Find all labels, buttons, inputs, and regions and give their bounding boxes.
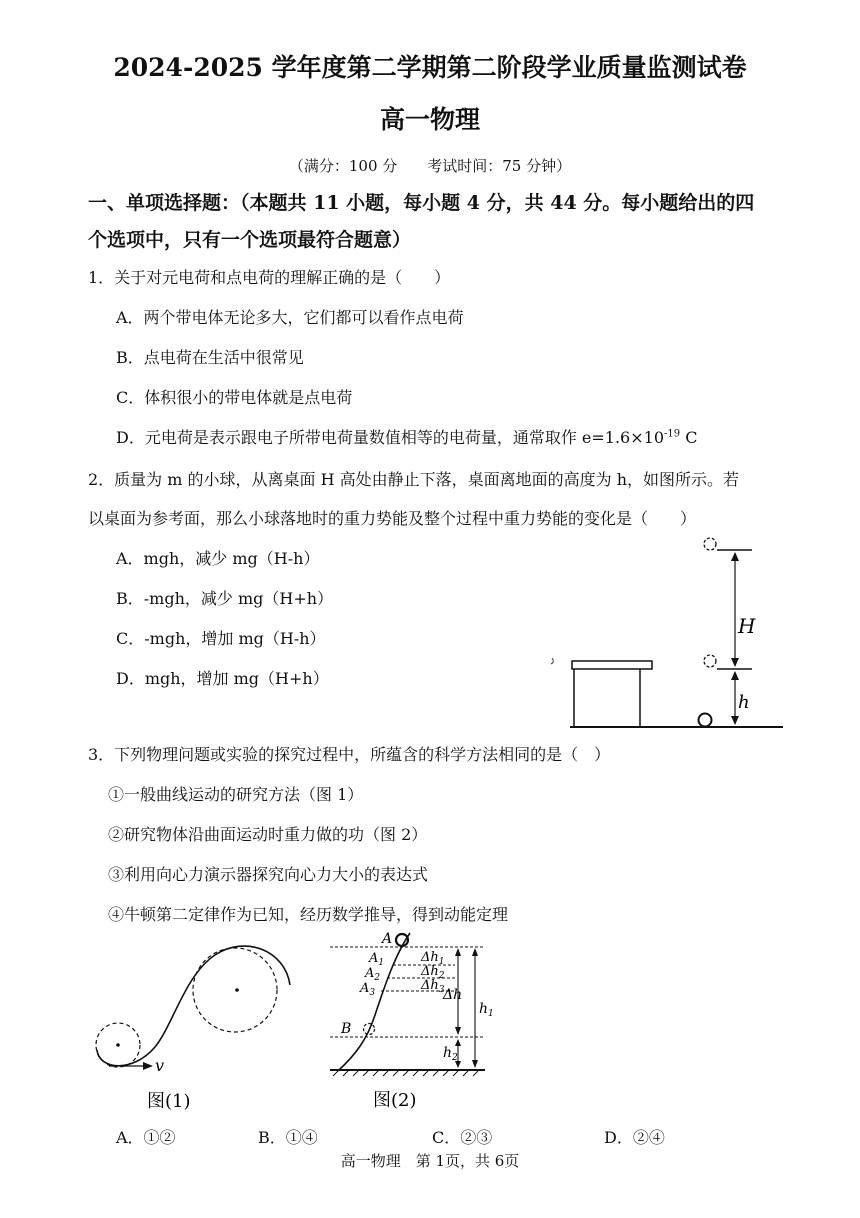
large-circle-center xyxy=(235,988,239,992)
q3-answer-a: A．①② xyxy=(116,1128,176,1147)
q3-item-3: ③利用向心力演示器探究向心力大小的表达式 xyxy=(108,865,429,884)
q1-stem: 1．关于对元电荷和点电荷的理解正确的是（ ） xyxy=(88,268,451,287)
q2-stem-line2: 以桌面为参考面，那么小球落地时的重力势能及整个过程中重力势能的变化是（ ） xyxy=(88,509,697,528)
section-heading-line1: 一、单项选择题：（本题共 11 小题，每小题 4 分，共 44 分。每小题给出的四 xyxy=(88,192,755,214)
section-heading-line2: 个选项中，只有一个选项最符合题意） xyxy=(88,229,412,251)
q2-option-c: C．-mgh，增加 mg（H-h） xyxy=(116,629,326,648)
label-h: h xyxy=(738,692,750,713)
label-a2-text: A xyxy=(365,966,375,981)
q2-stem-line1: 2．质量为 m 的小球，从离桌面 H 高处由静止下落，桌面离地面的高度为 h，如图所示。若 xyxy=(88,470,740,489)
q2-option-a: A．mgh，减少 mg（H-h） xyxy=(116,549,320,568)
q2-option-b: B．-mgh，减少 mg（H+h） xyxy=(116,589,334,608)
label-h1 xyxy=(479,1001,494,1019)
label-h2-text: h xyxy=(443,1045,453,1061)
label-dh3-sub: 3 xyxy=(438,985,445,995)
subject-title: 高一物理 xyxy=(379,105,480,134)
q3-answer-c: C．②③ xyxy=(432,1128,493,1147)
exam-meta: （满分：100 分 考试时间：75 分钟） xyxy=(288,157,572,175)
label-a3-sub: 3 xyxy=(369,988,376,998)
height-arrow-H xyxy=(731,552,739,667)
scan-mark xyxy=(551,658,553,664)
fig2-labels xyxy=(340,931,494,1063)
q1-option-d-exponent: -19 xyxy=(664,428,681,440)
q1-option-a: A．两个带电体无论多大，它们都可以看作点电荷 xyxy=(116,308,464,327)
table-shape xyxy=(572,661,652,727)
ball-table-level-icon xyxy=(704,655,716,667)
label-h2 xyxy=(443,1045,458,1063)
page-footer: 高一物理 第 1页，共 6页 xyxy=(340,1152,520,1170)
q3-stem: 3．下列物理问题或实验的探究过程中，所蕴含的科学方法相同的是（ ） xyxy=(88,745,611,764)
height-arrows xyxy=(455,948,478,1068)
q1-option-d xyxy=(116,425,697,448)
label-a1-text: A xyxy=(369,951,379,966)
ball-start-icon xyxy=(704,538,716,550)
q2-figure xyxy=(545,530,795,735)
label-a3 xyxy=(359,981,375,998)
large-curvature-circle xyxy=(193,948,277,1032)
label-dh2-text: Δh xyxy=(421,964,439,979)
fig2-caption: 图(2) xyxy=(373,1090,417,1111)
label-dh1-text: Δh xyxy=(421,950,439,965)
q3-item-1: ①一般曲线运动的研究方法（图 1） xyxy=(108,785,364,804)
q3-figure-2 xyxy=(325,925,500,1115)
label-dh1-sub: 1 xyxy=(438,957,445,967)
small-circle-center xyxy=(116,1043,120,1047)
q3-answer-b: B．①④ xyxy=(258,1128,318,1147)
label-H: H xyxy=(738,614,756,638)
velocity-label: v xyxy=(155,1056,165,1075)
label-h2-sub: 2 xyxy=(452,1053,458,1063)
q3-figure-1 xyxy=(85,935,305,1115)
label-dh: Δh xyxy=(443,987,463,1003)
q1-option-d-unit: C xyxy=(680,428,698,447)
label-h1-sub: 1 xyxy=(488,1009,494,1019)
label-dh3-text: Δh xyxy=(421,978,439,993)
q1-option-c: C．体积很小的带电体就是点电荷 xyxy=(116,388,353,407)
q1-option-d-text: D．元电荷是表示跟电子所带电荷量数值相等的电荷量，通常取作 e=1.6×10 xyxy=(116,428,665,447)
label-a3-text: A xyxy=(360,981,370,996)
label-a1-sub: 1 xyxy=(378,958,385,968)
ball-ground-icon xyxy=(699,714,712,727)
label-a2-sub: 2 xyxy=(374,973,381,983)
q3-item-2: ②研究物体沿曲面运动时重力做的功（图 2） xyxy=(108,825,428,844)
label-h1-text: h xyxy=(479,1001,489,1017)
fig1-caption: 图(1) xyxy=(147,1091,191,1112)
label-dh2-sub: 2 xyxy=(438,971,445,981)
q2-option-d: D．mgh，增加 mg（H+h） xyxy=(116,669,329,688)
trajectory-curve xyxy=(97,946,290,1066)
q3-answer-d: D．②④ xyxy=(604,1128,665,1147)
exam-title: 2024-2025 学年度第二学期第二阶段学业质量监测试卷 xyxy=(113,53,747,82)
label-a: A xyxy=(382,931,393,947)
q1-option-b: B．点电荷在生活中很常见 xyxy=(116,348,304,367)
q3-item-4: ④牛顿第二定律作为已知，经历数学推导，得到动能定理 xyxy=(108,905,509,924)
label-b: B xyxy=(341,1021,352,1037)
